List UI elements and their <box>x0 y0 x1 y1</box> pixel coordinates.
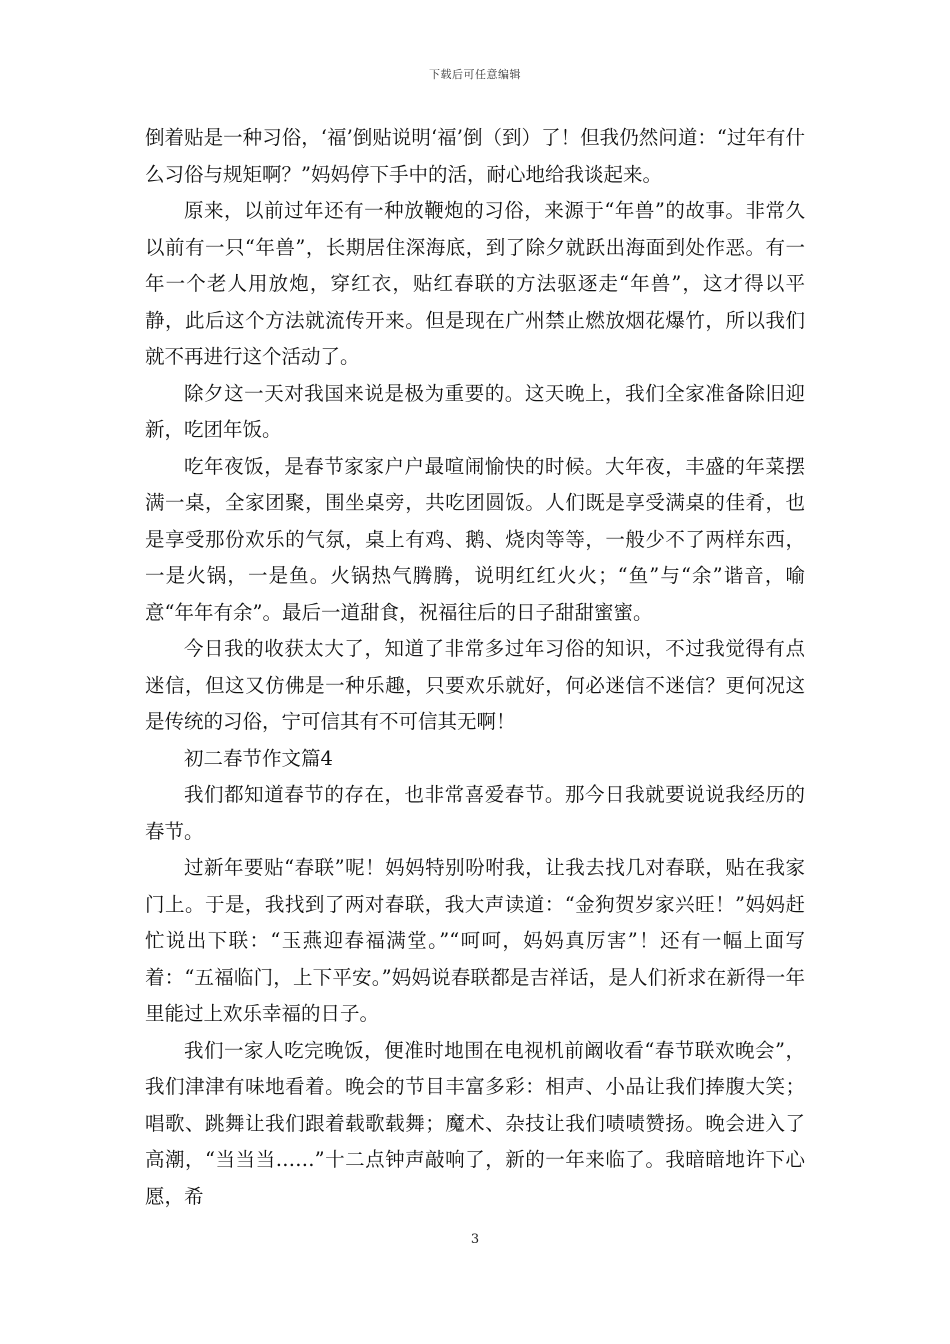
page-header: 下载后可任意编辑 <box>429 68 521 81</box>
paragraph: 除夕这一天对我国来说是极为重要的。这天晚上，我们全家准备除旧迎新，吃团年饭。 <box>145 381 805 441</box>
document-body <box>145 120 805 1215</box>
paragraph: 今日我的收获太大了，知道了非常多过年习俗的知识，不过我觉得有点迷信，但这又仿佛是一种乐趣，只要欢乐就好，何必迷信不迷信？更何况这是传统的习俗，宁可信其有不可信其无啊！ <box>145 637 805 733</box>
paragraph: 过新年要贴“春联”呢！妈妈特别吩咐我，让我去找几对春联，贴在我家门上。于是，我找到了两对春联，我大声读道：“金狗贺岁家兴旺！”妈妈赶忙说出下联：“玉燕迎春福满堂。”“呵呵，妈妈真厉害”！还有一幅上面写着：“五福临门，上下平安。”妈妈说春联都是吉祥话，是人们祈求在新得一年里能过上欢乐幸福的日子。 <box>145 856 805 1025</box>
paragraph: 倒着贴是一种习俗，‘福’倒贴说明‘福’倒（到）了！但我仍然问道：“过年有什么习俗与规矩啊？”妈妈停下手中的活，耐心地给我谈起来。 <box>145 126 805 186</box>
paragraph: 吃年夜饭，是春节家家户户最喧闹愉快的时候。大年夜，丰盛的年菜摆满一桌，全家团聚，围坐桌旁，共吃团圆饭。人们既是享受满桌的佳肴，也是享受那份欢乐的气氛，桌上有鸡、鹅、烧肉等等，一般少不了两样东西，一是火锅，一是鱼。火锅热气腾腾，说明红红火火；“鱼”与“余”谐音，喻意“年年有余”。最后一道甜食，祝福往后的日子甜甜蜜蜜。 <box>145 454 805 624</box>
paragraph: 我们一家人吃完晚饭，便准时地围在电视机前阚收看“春节联欢晚会”，我们津津有味地看着。晚会的节目丰富多彩：相声、小品让我们捧腹大笑；唱歌、跳舞让我们跟着载歌载舞；魔术、杂技让我们啧啧赞扬。晚会进入了高潮，“当当当……”十二点钟声敲响了，新的一年来临了。我暗暗地许下心愿，希 <box>145 1038 805 1208</box>
paragraph: 原来，以前过年还有一种放鞭炮的习俗，来源于“年兽”的故事。非常久以前有一只“年兽”，长期居住深海底，到了除夕就跃出海面到处作恶。有一年一个老人用放炮，穿红衣，贴红春联的方法驱逐走“年兽”，这才得以平静，此后这个方法就流传开来。但是现在广州禁止燃放烟花爆竹，所以我们就不再进行这个活动了。 <box>145 199 805 368</box>
section-heading: 初二春节作文篇4 <box>184 746 333 770</box>
page-number: 3 <box>470 1232 480 1247</box>
paragraph: 我们都知道春节的存在，也非常喜爱春节。那今日我就要说说我经历的春节。 <box>145 783 805 843</box>
